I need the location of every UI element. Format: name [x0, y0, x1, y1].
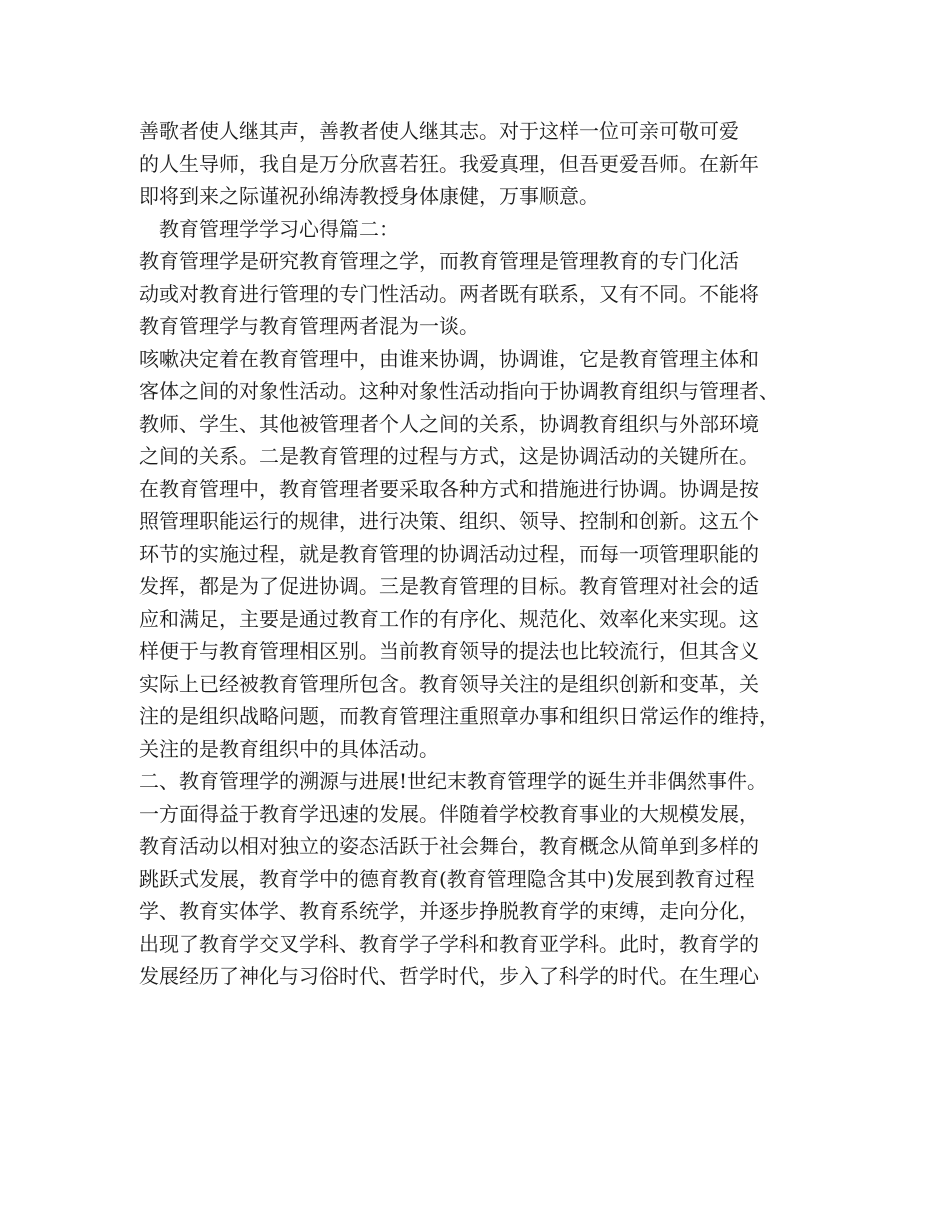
text-line: 照管理职能运行的规律，进行决策、组织、领导、控制和创新。这五个 [139, 509, 759, 533]
body-text [139, 115, 829, 993]
text-line: 动或对教育进行管理的专门性活动。两者既有联系，又有不同。不能将 [139, 281, 759, 306]
text-line: 应和满足，主要是通过教育工作的有序化、规范化、效率化来实现。这 [139, 606, 759, 631]
text-line: 客体之间的对象性活动。这种对象性活动指向于协调教育组织与管理者、 [139, 379, 779, 403]
text-line: 教育活动以相对独立的姿态活跃于社会舞台，教育概念从简单到多样的 [139, 834, 759, 858]
text-line: 注的是组织战略问题，而教育管理注重照章办事和组织日常运作的维持， [139, 704, 779, 728]
text-line: 学、教育实体学、教育系统学，并逐步挣脱教育学的束缚，走向分化， [139, 899, 759, 923]
text-line: 发展经历了神化与习俗时代、哲学时代，步入了科学的时代。在生理心 [139, 964, 759, 988]
text-line: 教育管理学学习心得篇二： [139, 216, 399, 241]
text-line: 跳跃式发展，教育学中的德育教育(教育管理隐含其中)发展到教育过程 [139, 866, 755, 891]
text-line: 善歌者使人继其声，善教者使人继其志。对于这样一位可亲可敬可爱 [139, 119, 739, 143]
text-line: 一方面得益于教育学迅速的发展。伴随着学校教育事业的大规模发展， [139, 801, 759, 826]
text-line: 出现了教育学交叉学科、教育学子学科和教育亚学科。此时，教育学的 [139, 931, 759, 956]
text-line: 教育管理学与教育管理两者混为一谈。 [139, 314, 479, 338]
text-line: 样便于与教育管理相区别。当前教育领导的提法也比较流行，但其含义 [139, 639, 759, 663]
text-line: 教育管理学是研究教育管理之学，而教育管理是管理教育的专门化活 [139, 249, 739, 273]
text-line: 关注的是教育组织中的具体活动。 [139, 736, 439, 761]
text-line: 环节的实施过程，就是教育管理的协调活动过程，而每一项管理职能的 [139, 541, 759, 566]
text-line: 实际上已经被教育管理所包含。教育领导关注的是组织创新和变革，关 [139, 671, 759, 696]
text-line: 在教育管理中，教育管理者要采取各种方式和措施进行协调。协调是按 [139, 476, 759, 501]
text-line: 二、教育管理学的溯源与进展!世纪末教育管理学的诞生并非偶然事件。 [139, 769, 768, 793]
text-line: 的人生导师，我自是万分欣喜若狂。我爱真理，但吾更爱吾师。在新年 [139, 151, 759, 176]
text-line: 教师、学生、其他被管理者个人之间的关系，协调教育组织与外部环境 [139, 411, 759, 436]
text-line: 咳嗽决定着在教育管理中，由谁来协调，协调谁，它是教育管理主体和 [139, 346, 759, 371]
text-line: 发挥，都是为了促进协调。三是教育管理的目标。教育管理对社会的适 [139, 574, 759, 598]
text-line: 之间的关系。二是教育管理的过程与方式，这是协调活动的关键所在。 [139, 444, 759, 468]
text-line: 即将到来之际谨祝孙绵涛教授身体康健，万事顺意。 [139, 184, 599, 208]
